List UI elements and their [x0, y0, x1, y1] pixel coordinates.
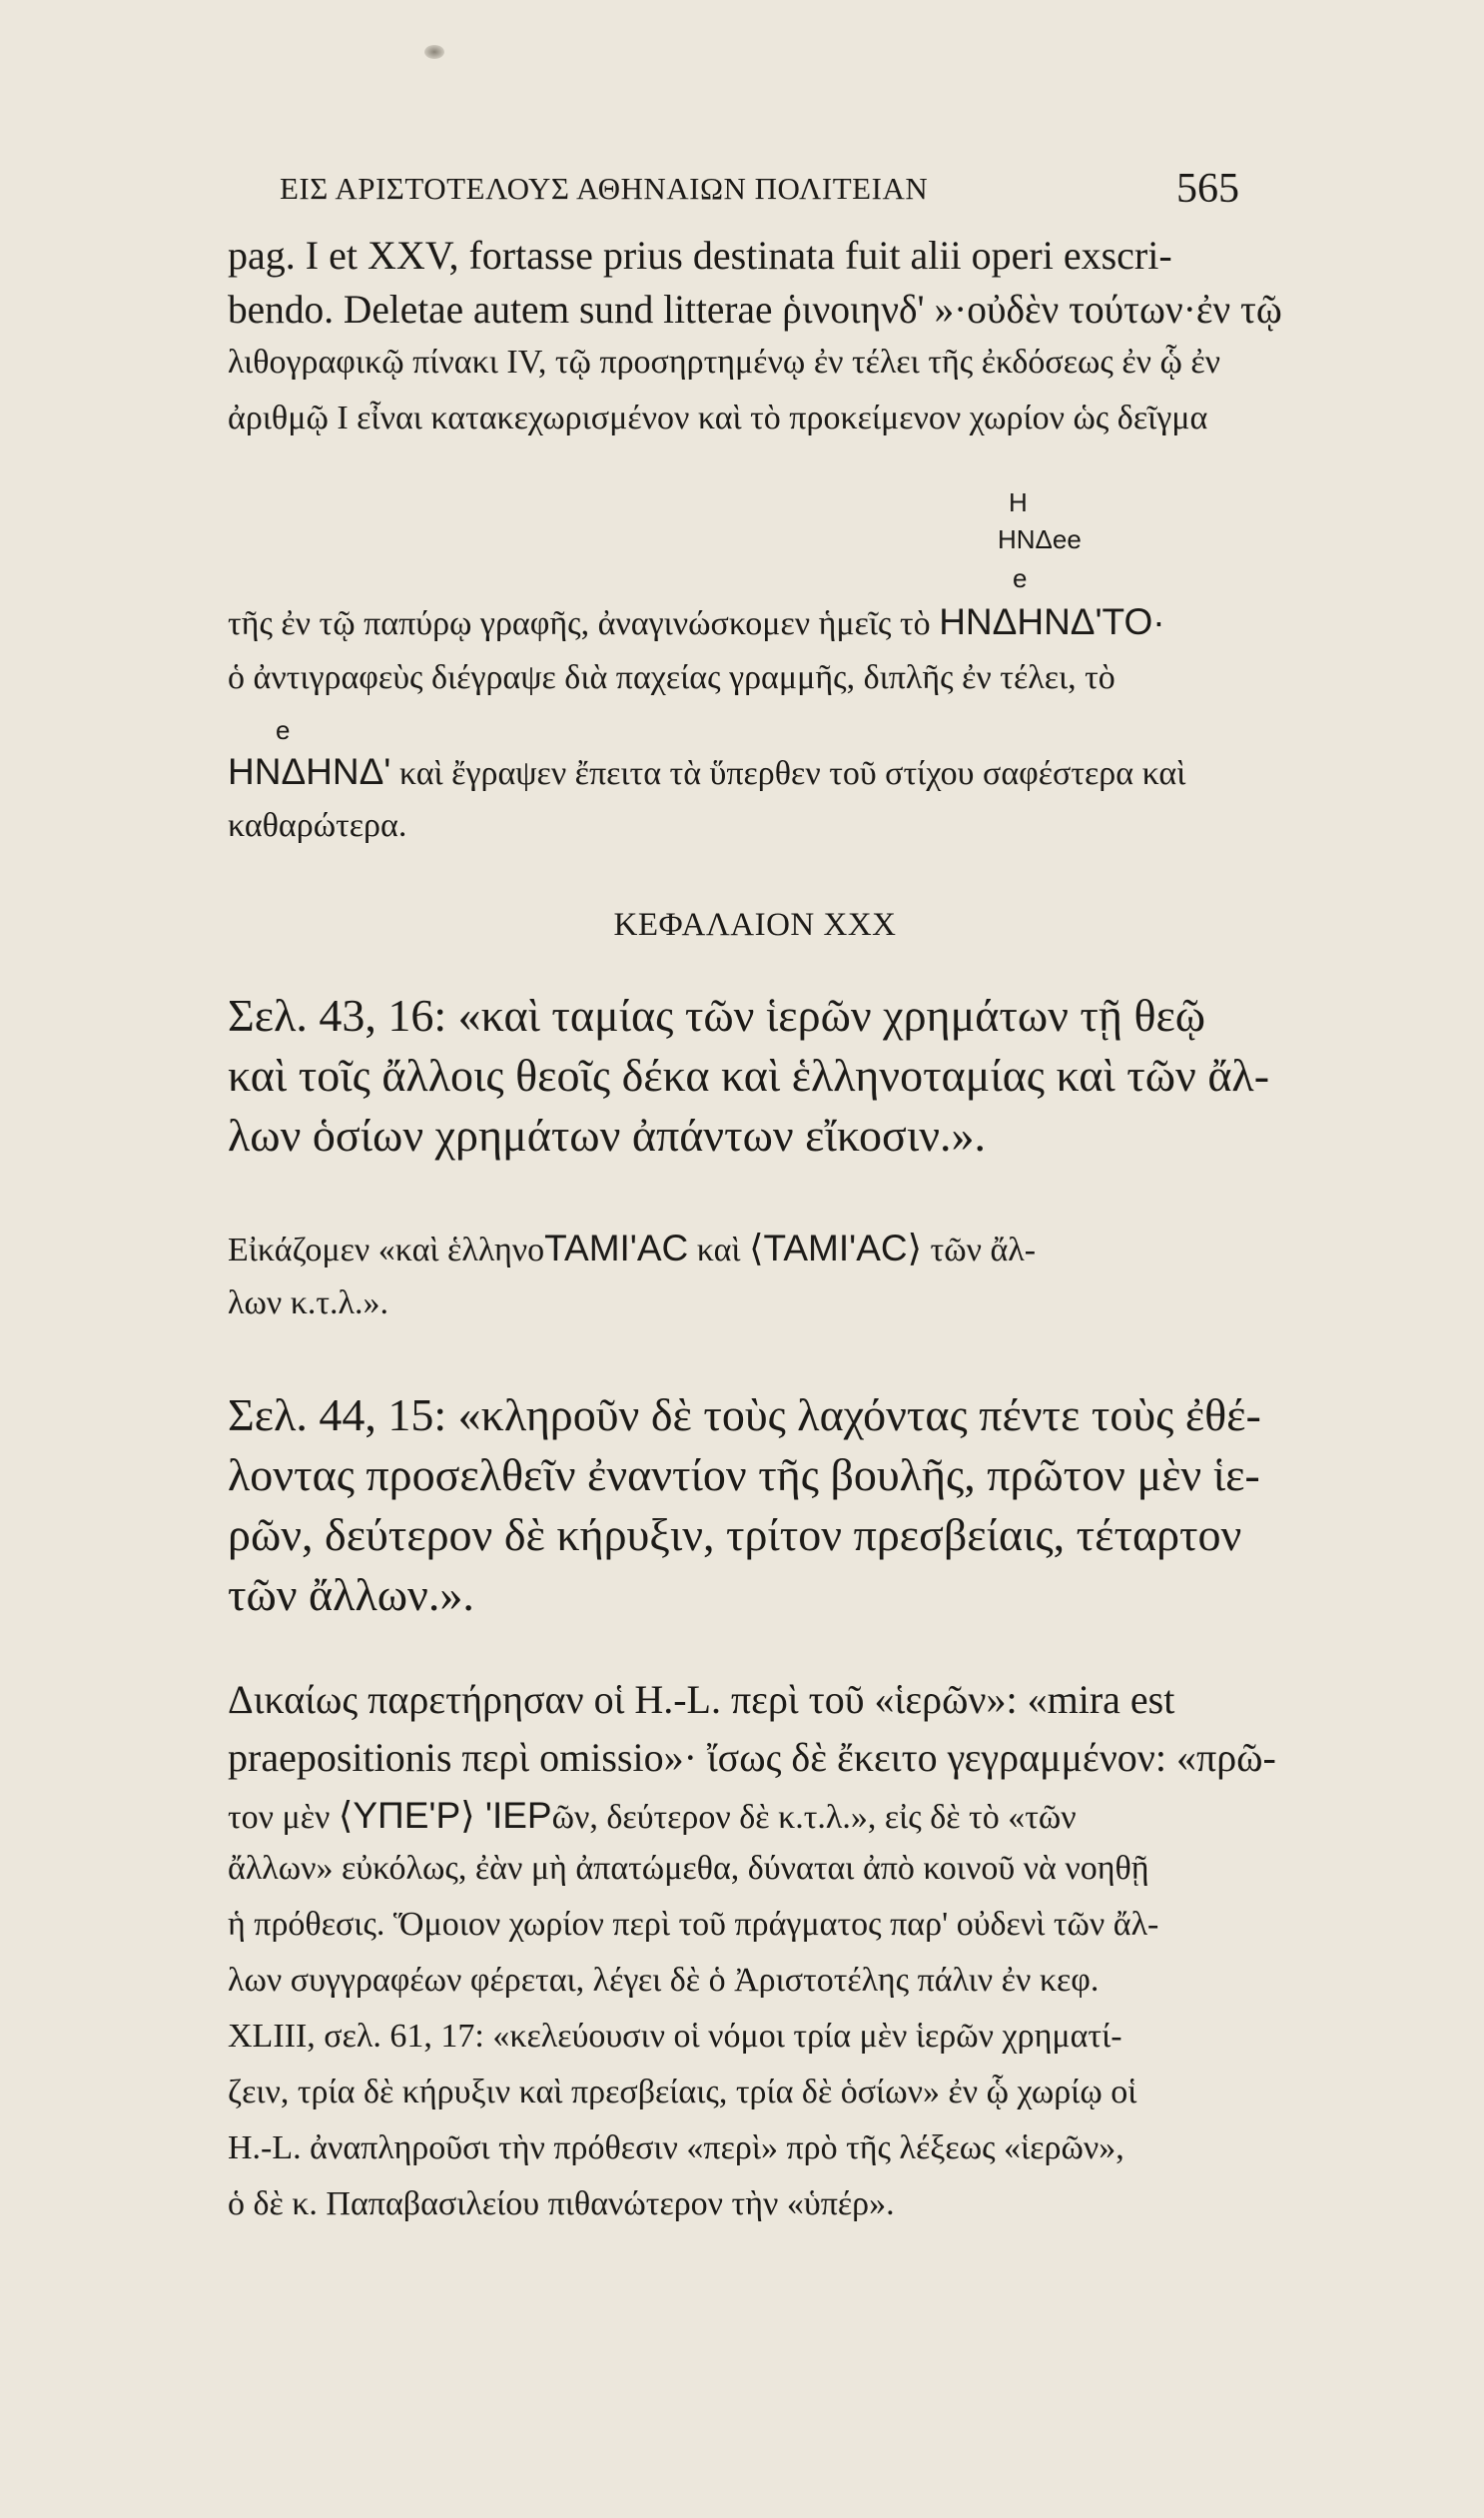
line-text: καὶ	[688, 1232, 750, 1268]
quote-line: λων ὁσίων χρημάτων ἀπάντων εἴκοσιν.».	[228, 1110, 986, 1161]
line-text: καὶ ἔγραψεν ἔπειτα τὰ ὕπερθεν τοῦ στίχου σαφέστερα καὶ	[390, 755, 1186, 792]
line-text: τον μὲν	[228, 1799, 339, 1836]
text-line: λων κ.τ.λ.».	[228, 1284, 389, 1321]
quote-line: Σελ. 44, 15: «κληροῦν δὲ τοὺς λαχόντας πέντε τοὺς ἐθέ-	[228, 1389, 1261, 1440]
superscript-variant: e	[1013, 563, 1028, 593]
line-text: Εἰκάζομεν «καὶ ἑλληνο	[228, 1232, 545, 1268]
uncial-reading: ⟨YΠE'P⟩	[338, 1795, 475, 1836]
text-line: H.-L. ἀναπληροῦσι τὴν πρόθεσιν «περὶ» πρὸ τῆς λέξεως «ἱερῶν»,	[228, 2129, 1124, 2166]
text-line: ὁ ἀντιγραφεὺς διέγραψε διὰ παχείας γραμμῆς, διπλῆς ἐν τέλει, τὸ	[228, 659, 1115, 696]
text-line: bendo. Deletae autem sund litterae ῥινοιηνδ' »·οὐδὲν τούτων·ἐν τῷ	[228, 287, 1282, 332]
text-line: λων συγγραφέων φέρεται, λέγει δὲ ὁ Ἀριστοτέλης πάλιν ἐν κεφ.	[228, 1962, 1100, 1999]
uncial-reading: 'IEP	[474, 1795, 552, 1836]
text-line: ἄλλων» εὐκόλως, ἐὰν μὴ ἀπατώμεθα, δύναται ἀπὸ κοινοῦ νὰ νοηθῇ	[228, 1850, 1149, 1887]
text-line	[228, 1227, 1036, 1269]
superscript-variant: HNΔee	[998, 524, 1082, 554]
line-text: ῶν, δεύτερον δὲ κ.τ.λ.», εἰς δὲ τὸ «τῶν	[551, 1799, 1077, 1836]
quote-line: καὶ τοῖς ἄλλοις θεοῖς δέκα καὶ ἑλληνοταμίας καὶ τῶν ἄλ-	[228, 1050, 1270, 1101]
text-line: praepositionis περὶ omissio»· ἴσως δὲ ἔκειτο γεγραμμένον: «πρῶ-	[228, 1735, 1276, 1780]
uncial-reading: ⟨TAMI'AC⟩	[749, 1228, 923, 1268]
text-line: pag. I et XXV, fortasse prius destinata fuit alii operi exscri-	[228, 233, 1172, 278]
page-number: 565	[1176, 166, 1239, 212]
uncial-reading: HNΔHNΔ'TO·	[939, 601, 1165, 642]
quote-line: Σελ. 43, 16: «καὶ ταμίας τῶν ἱερῶν χρημάτων τῇ θεῷ	[228, 990, 1206, 1041]
text-line: ζειν, τρία δὲ κήρυξιν καὶ πρεσβείαις, τρία δὲ ὁσίων» ἐν ᾧ χωρίῳ οἱ	[228, 2074, 1137, 2110]
text-line: καθαρώτερα.	[228, 807, 407, 844]
text-line	[228, 751, 1185, 793]
page-header	[0, 165, 1484, 215]
running-title: ΕΙΣ ΑΡΙΣΤΟΤΕΛΟΥΣ ΑΘΗΝΑΙΩΝ ΠΟΛΙΤΕΙΑΝ	[280, 171, 929, 206]
ink-smudge	[424, 45, 444, 59]
line-text: τῶν ἄλ-	[922, 1232, 1037, 1268]
superscript-variant: e	[276, 715, 291, 745]
superscript-variant: H	[1009, 487, 1028, 517]
line-text: τῆς ἐν τῷ παπύρῳ γραφῆς, ἀναγινώσκομεν ἡμεῖς τὸ	[228, 605, 940, 642]
text-line	[228, 1794, 1077, 1837]
text-line: λιθογραφικῷ πίνακι IV, τῷ προσηρτημένῳ ἐν τέλει τῆς ἐκδόσεως ἐν ᾧ ἐν	[228, 344, 1221, 381]
text-line: ἡ πρόθεσις. Ὅμοιον χωρίον περὶ τοῦ πράγματος παρ' οὐδενὶ τῶν ἄλ-	[228, 1906, 1159, 1943]
text-line	[228, 601, 1165, 643]
quote-line: τῶν ἄλλων.».	[228, 1569, 474, 1620]
uncial-reading: TAMI'AC	[544, 1228, 689, 1268]
text-line: Δικαίως παρετήρησαν οἱ H.-L. περὶ τοῦ «ἱερῶν»: «mira est	[228, 1677, 1175, 1722]
text-line: ὁ δὲ κ. Παπαβασιλείου πιθανώτερον τὴν «ὑπέρ».	[228, 2185, 895, 2222]
text-line: XLIII, σελ. 61, 17: «κελεύουσιν οἱ νόμοι τρία μὲν ἱερῶν χρηματί-	[228, 2018, 1122, 2055]
text-line: ἀριθμῷ I εἶναι κατακεχωρισμένον καὶ τὸ προκείμενον χωρίον ὡς δεῖγμα	[228, 400, 1208, 436]
quote-line: ρῶν, δεύτερον δὲ κήρυξιν, τρίτον πρεσβείαις, τέταρτον	[228, 1509, 1242, 1560]
quote-line: λοντας προσελθεῖν ἐναντίον τῆς βουλῆς, πρῶτον μὲν ἱε-	[228, 1449, 1260, 1500]
uncial-reading: HNΔHNΔ'	[228, 751, 391, 792]
chapter-heading: ΚΕΦΑΛΑΙΟΝ XXX	[613, 907, 897, 943]
